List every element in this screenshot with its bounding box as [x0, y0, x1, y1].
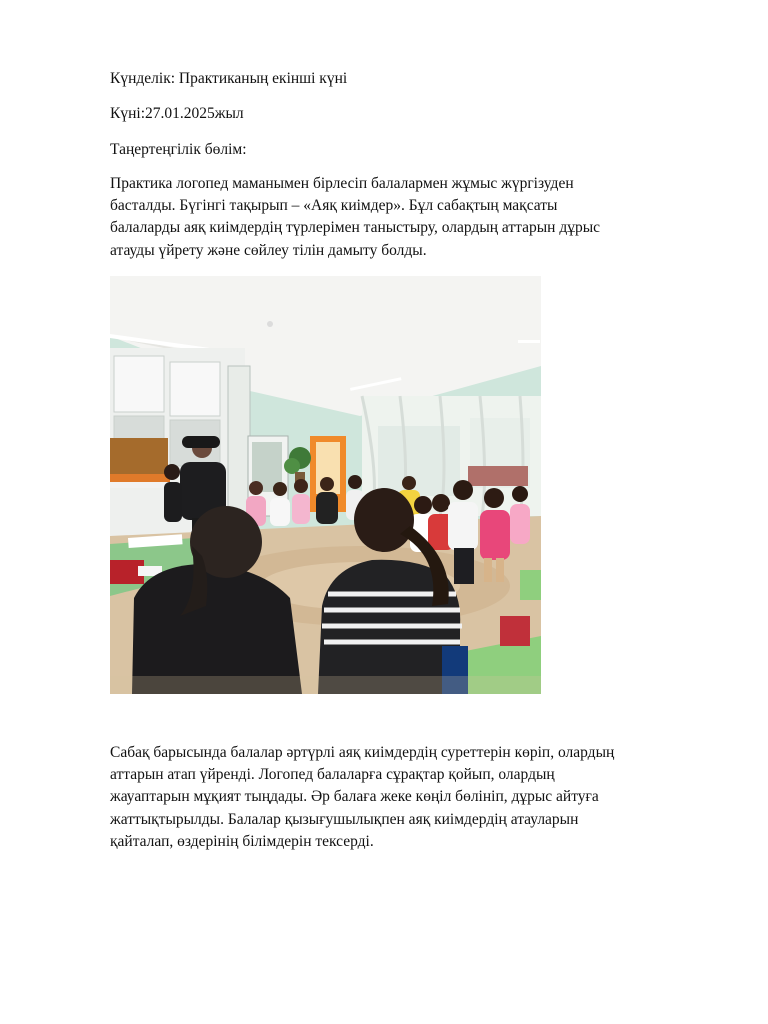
diary-title: Күнделік: Практиканың екінші күні	[110, 70, 348, 87]
paragraph-line: басталды. Бүгінгі тақырып – «Аяқ киімдер». Бұл сабақтың мақсаты	[110, 197, 558, 215]
paragraph-line: Практика логопед маманымен бірлесіп балалармен жұмыс жүргізуден	[110, 175, 574, 192]
paragraph-lesson	[110, 742, 710, 853]
paragraph-line: жауаптарын мұқият тыңдады. Әр балаға жеке көңіл бөлініп, дұрыс айтуға	[110, 788, 599, 806]
paragraph-line: жаттықтырылды. Балалар қызығушылықпен аяқ киімдердің атауларын	[110, 810, 579, 828]
paragraph-line: аттарын атап үйренді. Логопед балаларға сұрақтар қойып, олардың	[110, 766, 555, 784]
classroom-photo	[110, 276, 541, 694]
date-line: Күні:27.01.2025жыл	[110, 105, 244, 122]
paragraph-line: Сабақ барысында балалар әртүрлі аяқ киімдердің суреттерін көріп, олардың	[110, 744, 615, 761]
paragraph-morning	[110, 173, 710, 262]
paragraph-line: қайталап, өздерінің білімдерін тексерді.	[110, 832, 374, 850]
paragraph-line: атауды үйрету және сөйлеу тілін дамыту болды.	[110, 241, 427, 259]
paragraph-line: балаларды аяқ киімдердің түрлерімен таныстыру, олардың аттарын дұрыс	[110, 219, 601, 237]
section-heading: Таңертеңгілік бөлім:	[110, 141, 247, 158]
